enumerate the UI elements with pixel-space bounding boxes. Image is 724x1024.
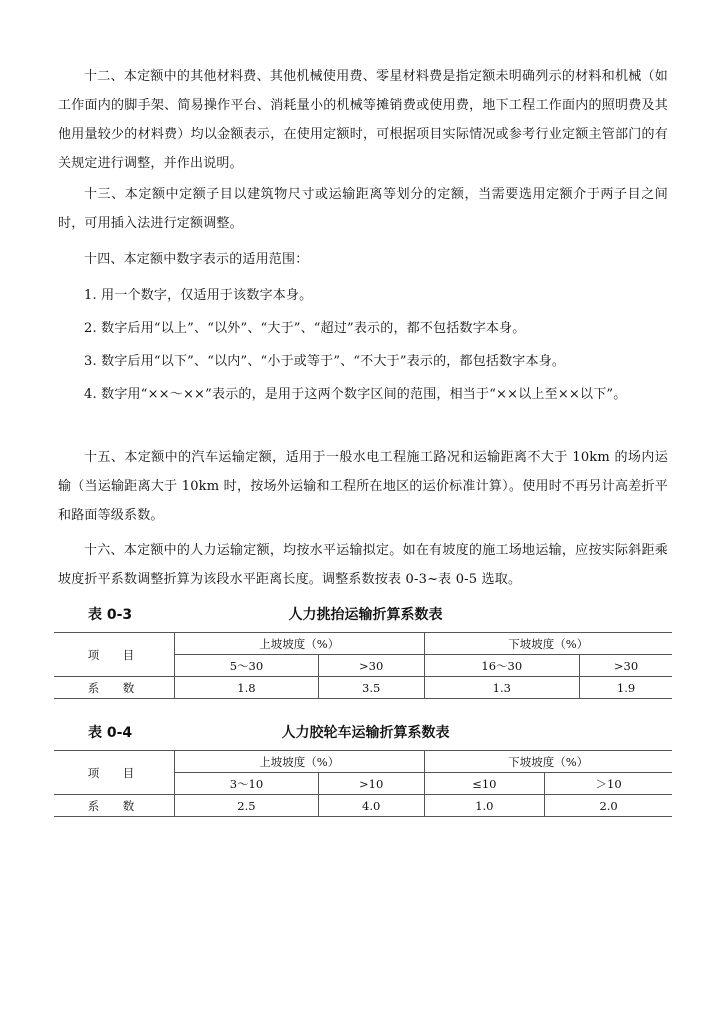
paragraph-12: 十二、本定额中的其他材料费、其他机械使用费、零星材料费是指定额未明确列示的材料和机械（如工作面内的脚手架、简易操作平台、消耗量小的机械等摊销费或使用费，地下工程工作面内的照明费及其他用量较少的材料费）均以金额表示，在使用定额时，可根据项目实际情况或参考行业定额主管部门的有关规定进行调整，并作出说明。 (58, 69, 668, 171)
table-0-4-item-header: 项 目 (54, 751, 175, 795)
table-0-4-downhill-header: 下坡坡度（%） (424, 751, 672, 773)
table-0-4-coef-value: 2.5 (175, 795, 319, 817)
paragraph-13: 十三、本定额中定额子目以建筑物尺寸或运输距离等划分的定额，当需要选用定额介于两子目之间时，可用插入法进行定额调整。 (58, 187, 668, 231)
table-0-3-uphill-header: 上坡坡度（%） (175, 633, 425, 655)
table-0-3-coef-value: 1.3 (424, 677, 580, 699)
paragraph-16: 十六、本定额中的人力运输定额，均按水平运输拟定。如在有坡度的施工场地运输，应按实际斜距乘坡度折平系数调整折算为该段水平距离长度。调整系数按表 0-3~表 0-5 选取。 (58, 543, 668, 587)
table-0-3-coef-label: 系 数 (54, 677, 175, 699)
paragraph-14: 十四、本定额中数字表示的适用范围： (84, 252, 309, 267)
paragraph-15: 十五、本定额中的汽车运输定额，适用于一般水电工程施工路况和运输距离不大于 10km 的场内运输（当运输距离大于 10km 时，按场外运输和工程所在地区的运价标准计算）。使用时不再另计高差折平和路面等级系数。 (58, 450, 668, 523)
table-0-3-coef-value: 1.9 (580, 677, 672, 699)
table-0-4-downhill-range: ≤10 (424, 773, 545, 795)
paragraph-14-item-3: 3. 数字后用“以下”、“以内”、“小于或等于”、“不大于”表示的，都包括数字本身。 (84, 354, 566, 369)
table-0-3-downhill-range: >30 (580, 655, 672, 677)
table-0-4-uphill-range: >10 (318, 773, 424, 795)
table-0-4-coef-label: 系 数 (54, 795, 175, 817)
table-0-3-caption (58, 604, 673, 626)
table-0-3-uphill-range: >30 (318, 655, 424, 677)
table-0-4-caption (58, 722, 673, 744)
table-0-3-coef-value: 1.8 (175, 677, 319, 699)
table-0-3 (54, 632, 672, 699)
table-0-4-coef-value: 4.0 (318, 795, 424, 817)
table-0-3-title: 人力挑抬运输折算系数表 (288, 607, 443, 623)
table-0-3-downhill-range: 16～30 (424, 655, 580, 677)
table-0-3-coef-value: 3.5 (318, 677, 424, 699)
table-0-4 (54, 750, 672, 817)
table-0-4-coef-value: 1.0 (424, 795, 545, 817)
table-0-3-number: 表 0-3 (88, 607, 133, 623)
table-0-4-coef-value: 2.0 (545, 795, 672, 817)
table-0-3-uphill-range: 5～30 (175, 655, 319, 677)
table-0-4-title: 人力胶轮车运输折算系数表 (281, 725, 450, 741)
table-0-3-downhill-header: 下坡坡度（%） (424, 633, 672, 655)
table-0-4-downhill-range: ＞10 (545, 773, 672, 795)
table-0-4-uphill-header: 上坡坡度（%） (175, 751, 425, 773)
paragraph-14-item-4: 4. 数字用“××～××”表示的，是用于这两个数字区间的范围，相当于“××以上至××以下”。 (84, 387, 627, 402)
paragraph-14-item-1: 1. 用一个数字，仅适用于该数字本身。 (84, 288, 313, 303)
paragraph-14-item-2: 2. 数字后用“以上”、“以外”、“大于”、“超过”表示的，都不包括数字本身。 (84, 321, 526, 336)
table-0-4-uphill-range: 3～10 (175, 773, 319, 795)
table-0-4-number: 表 0-4 (88, 725, 133, 741)
table-0-3-item-header: 项 目 (54, 633, 175, 677)
